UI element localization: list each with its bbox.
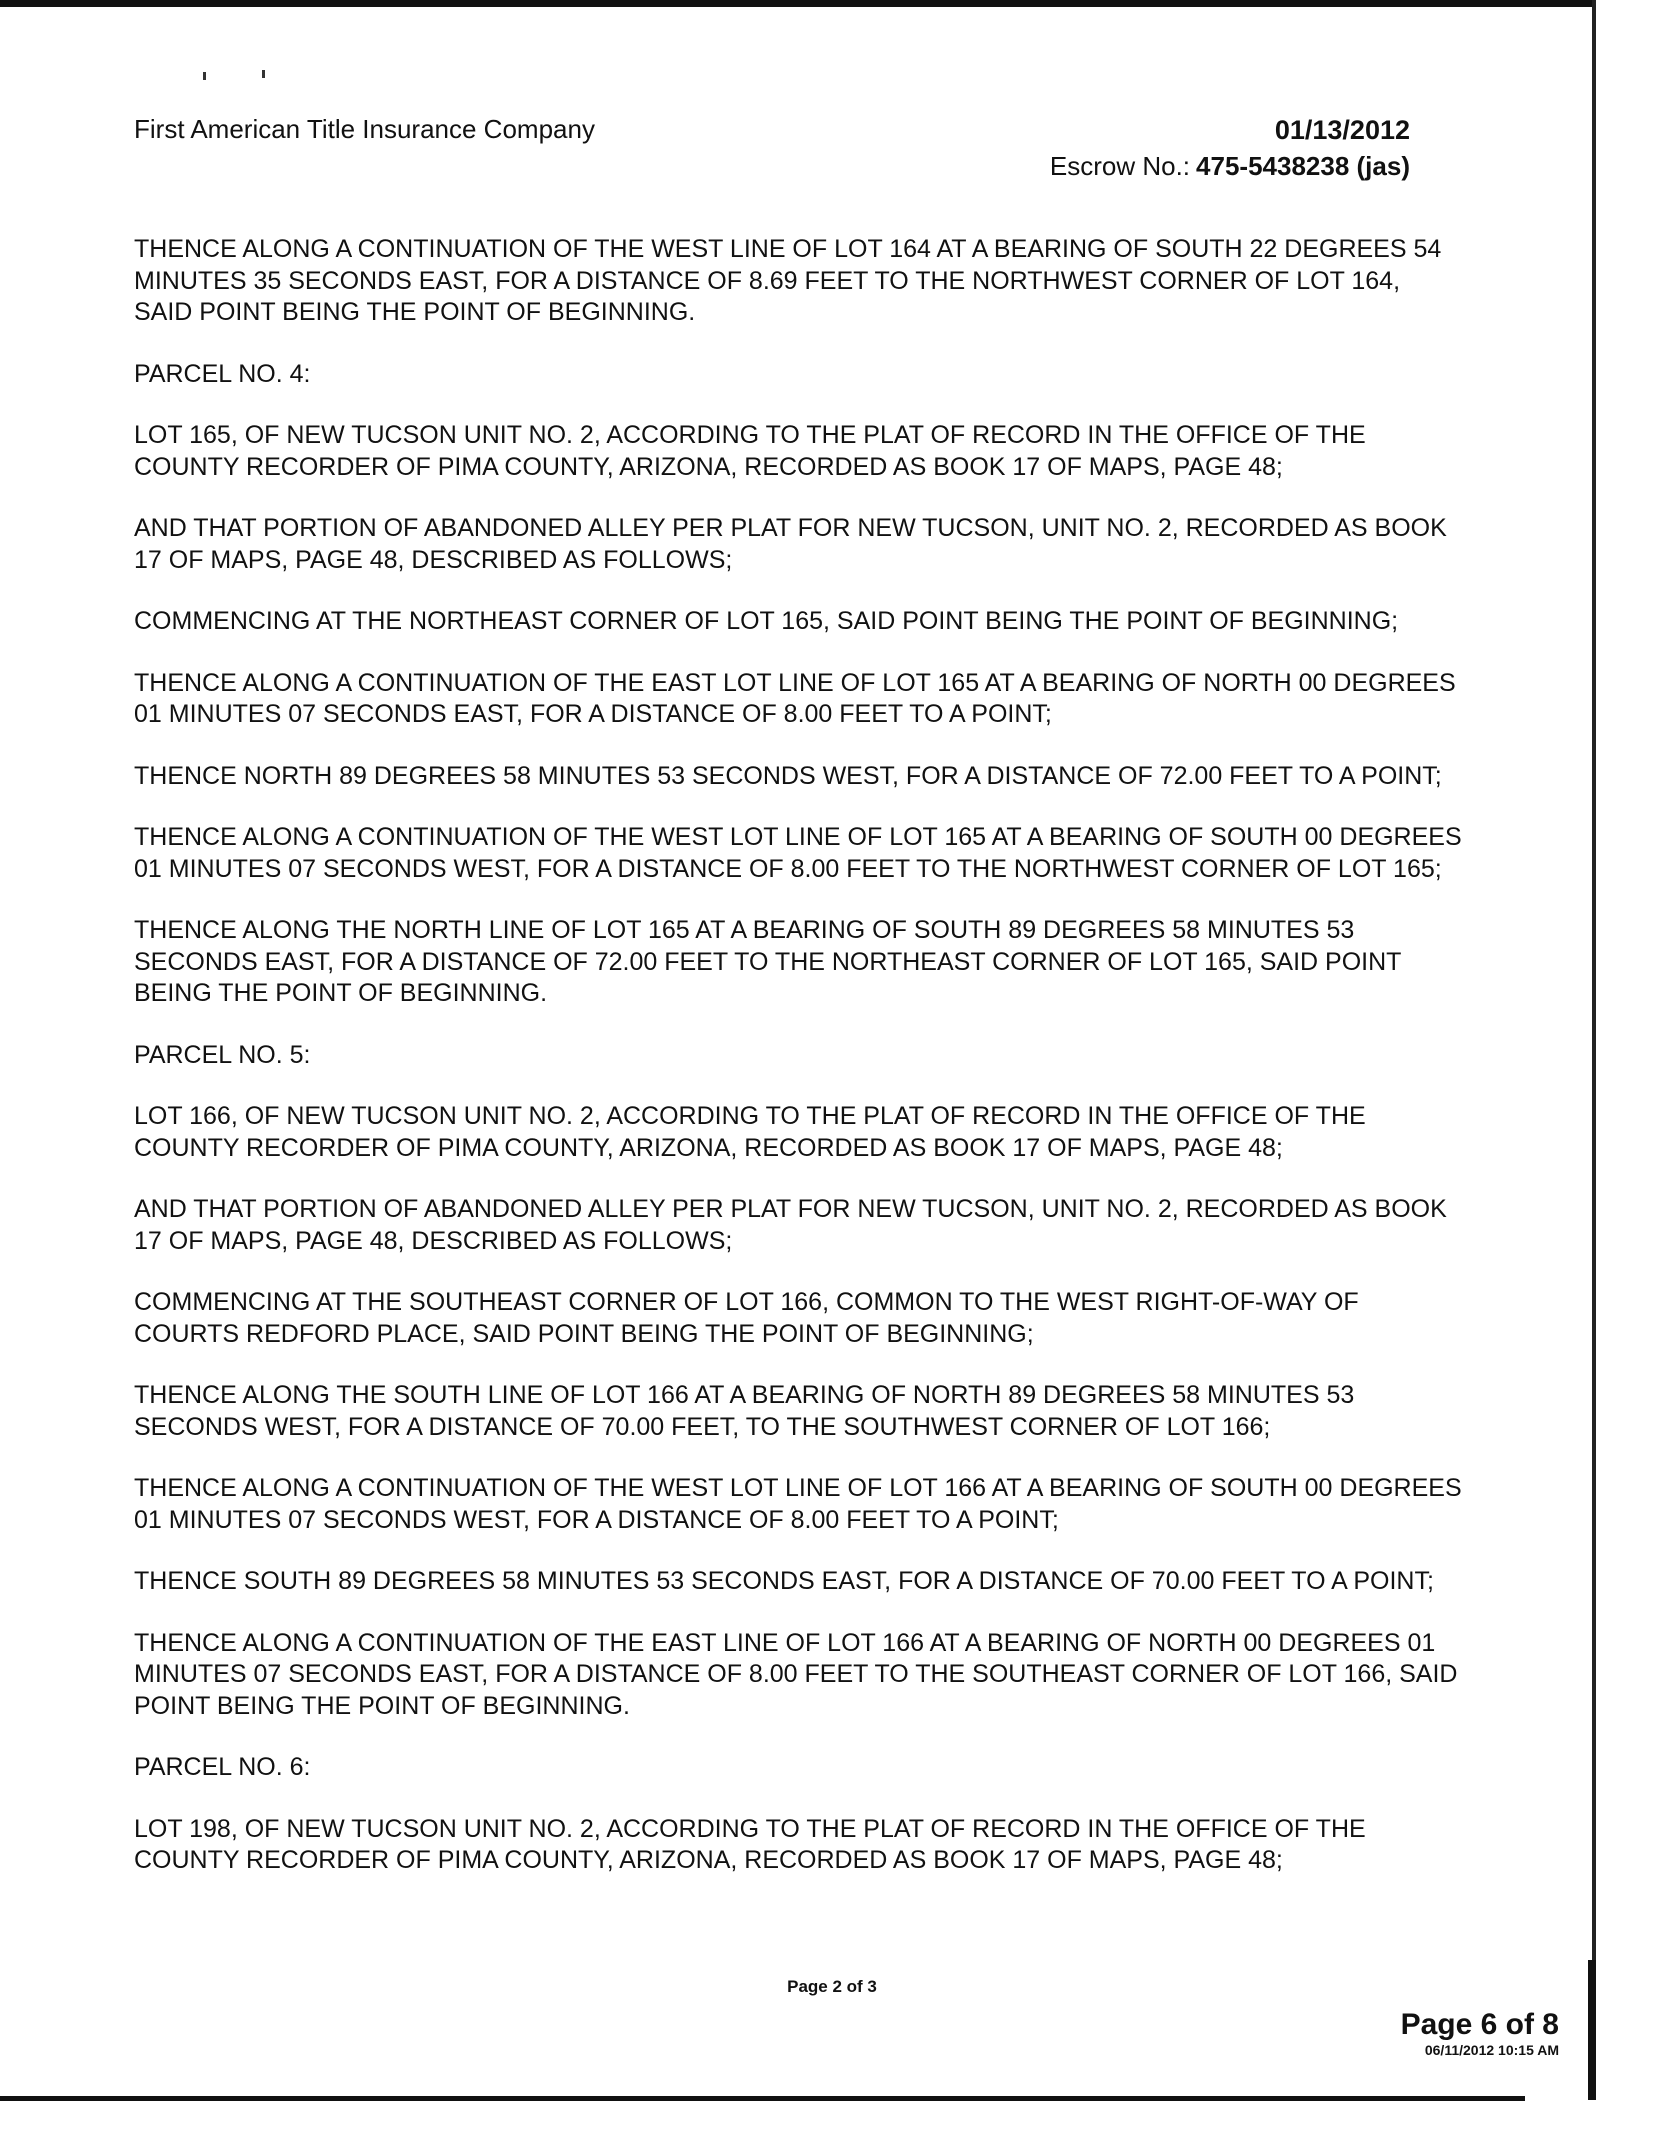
legal-description-body (134, 234, 1464, 1907)
paragraph: THENCE ALONG A CONTINUATION OF THE WEST LOT LINE OF LOT 166 AT A BEARING OF SOUTH 00 DEGREES 01 MINUTES 07 SECONDS WEST, FOR A DISTANCE OF 8.00 FEET TO A POINT; (134, 1474, 1462, 1534)
paragraph: THENCE ALONG A CONTINUATION OF THE WEST LOT LINE OF LOT 165 AT A BEARING OF SOUTH 00 DEGREES 01 MINUTES 07 SECONDS WEST, FOR A DISTANCE OF 8.00 FEET TO THE NORTHWEST CORNER OF LOT 165; (134, 823, 1462, 883)
parcel-heading: PARCEL NO. 4: (134, 359, 311, 388)
paragraph: THENCE ALONG A CONTINUATION OF THE WEST LINE OF LOT 164 AT A BEARING OF SOUTH 22 DEGREES 54 MINUTES 35 SECONDS EAST, FOR A DISTANCE OF 8.69 FEET TO THE NORTHWEST CORNER OF LOT 164, SAID POINT BEING THE POINT OF BEGINNING. (134, 235, 1442, 326)
paragraph: COMMENCING AT THE NORTHEAST CORNER OF LOT 165, SAID POINT BEING THE POINT OF BEGINNING; (134, 607, 1399, 635)
scan-speck (262, 70, 265, 78)
paragraph: THENCE ALONG A CONTINUATION OF THE EAST LOT LINE OF LOT 165 AT A BEARING OF NORTH 00 DEGREES 01 MINUTES 07 SECONDS EAST, FOR A DISTANCE OF 8.00 FEET TO A POINT; (134, 668, 1456, 728)
paragraph: LOT 166, OF NEW TUCSON UNIT NO. 2, ACCORDING TO THE PLAT OF RECORD IN THE OFFICE OF THE COUNTY RECORDER OF PIMA COUNTY, ARIZONA, RECORDED AS BOOK 17 OF MAPS, PAGE 48; (134, 1102, 1366, 1162)
page-number: Page 2 of 3 (787, 1977, 877, 1996)
letterhead (134, 112, 1410, 192)
scan-speck (203, 72, 206, 80)
header-right-block (1050, 112, 1410, 184)
paragraph: THENCE ALONG THE SOUTH LINE OF LOT 166 AT A BEARING OF NORTH 89 DEGREES 58 MINUTES 53 SECONDS WEST, FOR A DISTANCE OF 70.00 FEET, TO THE SOUTHWEST CORNER OF LOT 166; (134, 1381, 1355, 1441)
company-name: First American Title Insurance Company (134, 114, 595, 144)
paragraph: THENCE ALONG THE NORTH LINE OF LOT 165 AT A BEARING OF SOUTH 89 DEGREES 58 MINUTES 53 SECONDS EAST, FOR A DISTANCE OF 72.00 FEET TO THE NORTHEAST CORNER OF LOT 165, SAID POINT BEING THE POINT OF BEGINNING. (134, 916, 1401, 1007)
paragraph: THENCE NORTH 89 DEGREES 58 MINUTES 53 SECONDS WEST, FOR A DISTANCE OF 72.00 FEET TO A POINT; (134, 761, 1442, 790)
paragraph: THENCE SOUTH 89 DEGREES 58 MINUTES 53 SECONDS EAST, FOR A DISTANCE OF 70.00 FEET TO A POINT; (134, 1567, 1434, 1595)
scan-border-bottom (0, 2096, 1525, 2101)
escrow-label: Escrow No.: (1049, 151, 1191, 181)
paragraph: LOT 165, OF NEW TUCSON UNIT NO. 2, ACCORDING TO THE PLAT OF RECORD IN THE OFFICE OF THE COUNTY RECORDER OF PIMA COUNTY, ARIZONA, RECORDED AS BOOK 17 OF MAPS, PAGE 48; (134, 421, 1366, 481)
paragraph: LOT 198, OF NEW TUCSON UNIT NO. 2, ACCORDING TO THE PLAT OF RECORD IN THE OFFICE OF THE COUNTY RECORDER OF PIMA COUNTY, ARIZONA, RECORDED AS BOOK 17 OF MAPS, PAGE 48; (134, 1814, 1366, 1874)
paragraph: AND THAT PORTION OF ABANDONED ALLEY PER PLAT FOR NEW TUCSON, UNIT NO. 2, RECORDED AS BOOK 17 OF MAPS, PAGE 48, DESCRIBED AS FOLLOWS; (134, 1195, 1447, 1255)
parcel-heading: PARCEL NO. 6: (134, 1753, 311, 1781)
stamp-page-number: Page 6 of 8 (1400, 2008, 1559, 2041)
escrow-number: 475-5438238 (jas) (1196, 151, 1410, 181)
stamp-timestamp: 06/11/2012 10:15 AM (1424, 2042, 1559, 2058)
parcel-heading: PARCEL NO. 5: (134, 1040, 311, 1069)
document-date: 01/13/2012 (1274, 115, 1410, 145)
fax-page-stamp (1401, 2008, 1559, 2058)
scan-border-top (0, 0, 1592, 7)
paragraph: THENCE ALONG A CONTINUATION OF THE EAST LINE OF LOT 166 AT A BEARING OF NORTH 00 DEGREES 01 MINUTES 07 SECONDS EAST, FOR A DISTANCE OF 8.00 FEET TO THE SOUTHEAST CORNER OF LOT 166, SAID POINT BEING THE POINT OF BEGINNING. (134, 1628, 1458, 1720)
scan-border-right (1592, 0, 1596, 2100)
paragraph: COMMENCING AT THE SOUTHEAST CORNER OF LOT 166, COMMON TO THE WEST RIGHT-OF-WAY OF COURTS REDFORD PLACE, SAID POINT BEING THE POINT OF BEGINNING; (134, 1288, 1359, 1348)
escrow-line (1050, 148, 1410, 184)
paragraph: AND THAT PORTION OF ABANDONED ALLEY PER PLAT FOR NEW TUCSON, UNIT NO. 2, RECORDED AS BOOK 17 OF MAPS, PAGE 48, DESCRIBED AS FOLLOWS; (134, 514, 1447, 574)
